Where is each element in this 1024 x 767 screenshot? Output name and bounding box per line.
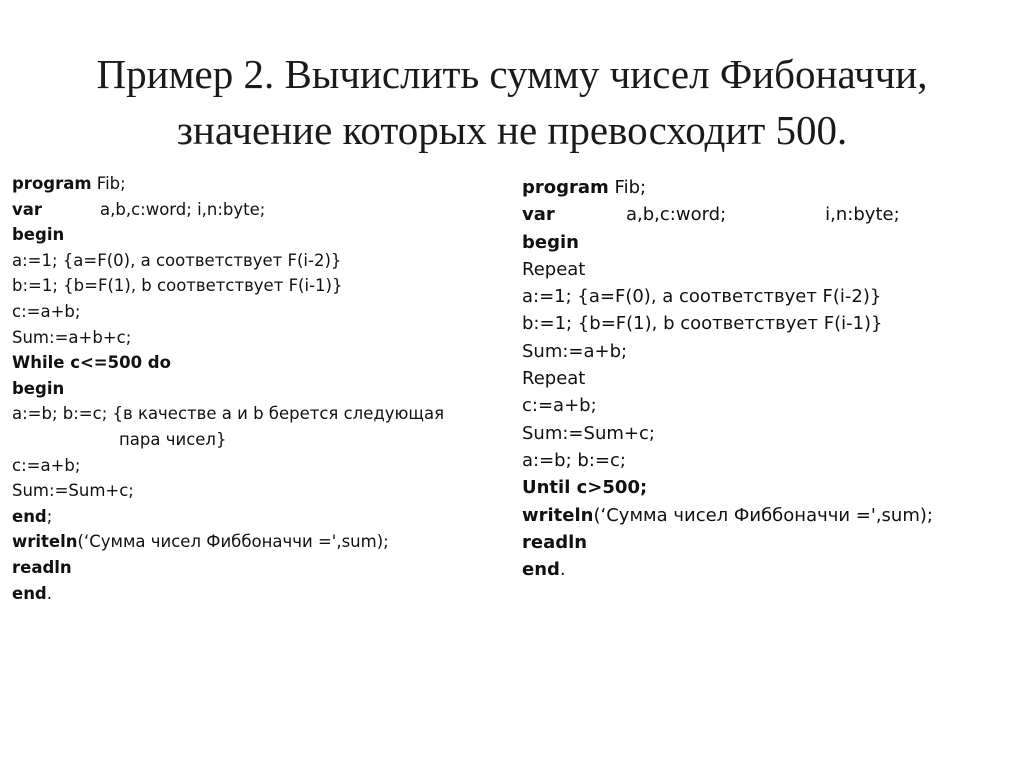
code-text: (‘Сумма чисел Фиббоначчи =',sum); xyxy=(593,504,933,526)
code-line: a:=1; {a=F(0), a соответствует F(i-2)} xyxy=(522,286,882,308)
keyword: program xyxy=(522,177,609,198)
code-line: пара чисел} xyxy=(119,429,227,449)
code-line: readln xyxy=(12,557,72,577)
keyword: program xyxy=(12,174,92,193)
code-text: (‘Сумма чисел Фиббоначчи =',sum); xyxy=(77,532,389,552)
code-line: Until c>500; xyxy=(522,477,648,499)
code-line: c:=a+b; xyxy=(522,395,597,417)
code-line xyxy=(522,502,1012,529)
code-text: a,b,c:word; xyxy=(626,204,727,226)
title-line-2: значение которых не превосходит 500. xyxy=(176,107,848,153)
keyword: end xyxy=(12,583,47,603)
code-line: begin xyxy=(522,231,579,253)
code-line xyxy=(522,174,1012,201)
keyword: writeln xyxy=(12,532,78,552)
code-text: i,n:byte; xyxy=(825,204,900,226)
code-line: Sum:=Sum+c; xyxy=(522,422,655,444)
code-line: Sum:=a+b+c; xyxy=(12,327,132,347)
code-line xyxy=(522,201,1012,228)
title-line-1: Пример 2. Вычислить сумму чисел Фибоначчи, xyxy=(96,51,928,97)
code-line: b:=1; {b=F(1), b соответствует F(i-1)} xyxy=(12,276,343,296)
code-text: . xyxy=(46,583,52,603)
code-line xyxy=(522,556,1012,583)
code-text: ; xyxy=(46,506,53,526)
code-line: c:=a+b; xyxy=(12,455,81,475)
code-line xyxy=(12,581,482,607)
code-line xyxy=(12,529,482,555)
code-text: Fib; xyxy=(91,174,126,193)
code-text: Fib; xyxy=(608,177,647,198)
code-line: a:=b; b:=c; {в качестве a и b берется следующая xyxy=(12,404,445,424)
code-line: c:=a+b; xyxy=(12,301,81,321)
keyword: end xyxy=(12,506,47,526)
code-line: Repeat xyxy=(522,368,586,390)
code-line: Sum:=a+b; xyxy=(522,340,628,362)
keyword: end xyxy=(522,559,560,581)
code-line: b:=1; {b=F(1), b соответствует F(i-1)} xyxy=(522,313,883,335)
code-line: a:=1; {a=F(0), a соответствует F(i-2)} xyxy=(12,250,342,270)
code-line xyxy=(12,197,482,223)
code-line xyxy=(12,504,482,530)
keyword: var xyxy=(522,204,555,226)
code-line: While c<=500 do xyxy=(12,353,171,373)
code-text: a,b,c:word; i,n:byte; xyxy=(100,199,266,219)
code-line xyxy=(12,171,482,197)
left-code-listing xyxy=(12,171,482,606)
keyword: var xyxy=(12,199,43,219)
code-line: begin xyxy=(12,378,65,398)
code-line: begin xyxy=(12,225,65,245)
code-line: Repeat xyxy=(522,258,586,280)
code-text: . xyxy=(559,559,566,581)
code-line: a:=b; b:=c; xyxy=(522,449,626,471)
code-line: readln xyxy=(522,531,588,553)
keyword: writeln xyxy=(522,504,594,526)
code-line: Sum:=Sum+c; xyxy=(12,481,134,501)
right-code-listing xyxy=(522,174,1012,583)
slide-title xyxy=(60,46,964,158)
